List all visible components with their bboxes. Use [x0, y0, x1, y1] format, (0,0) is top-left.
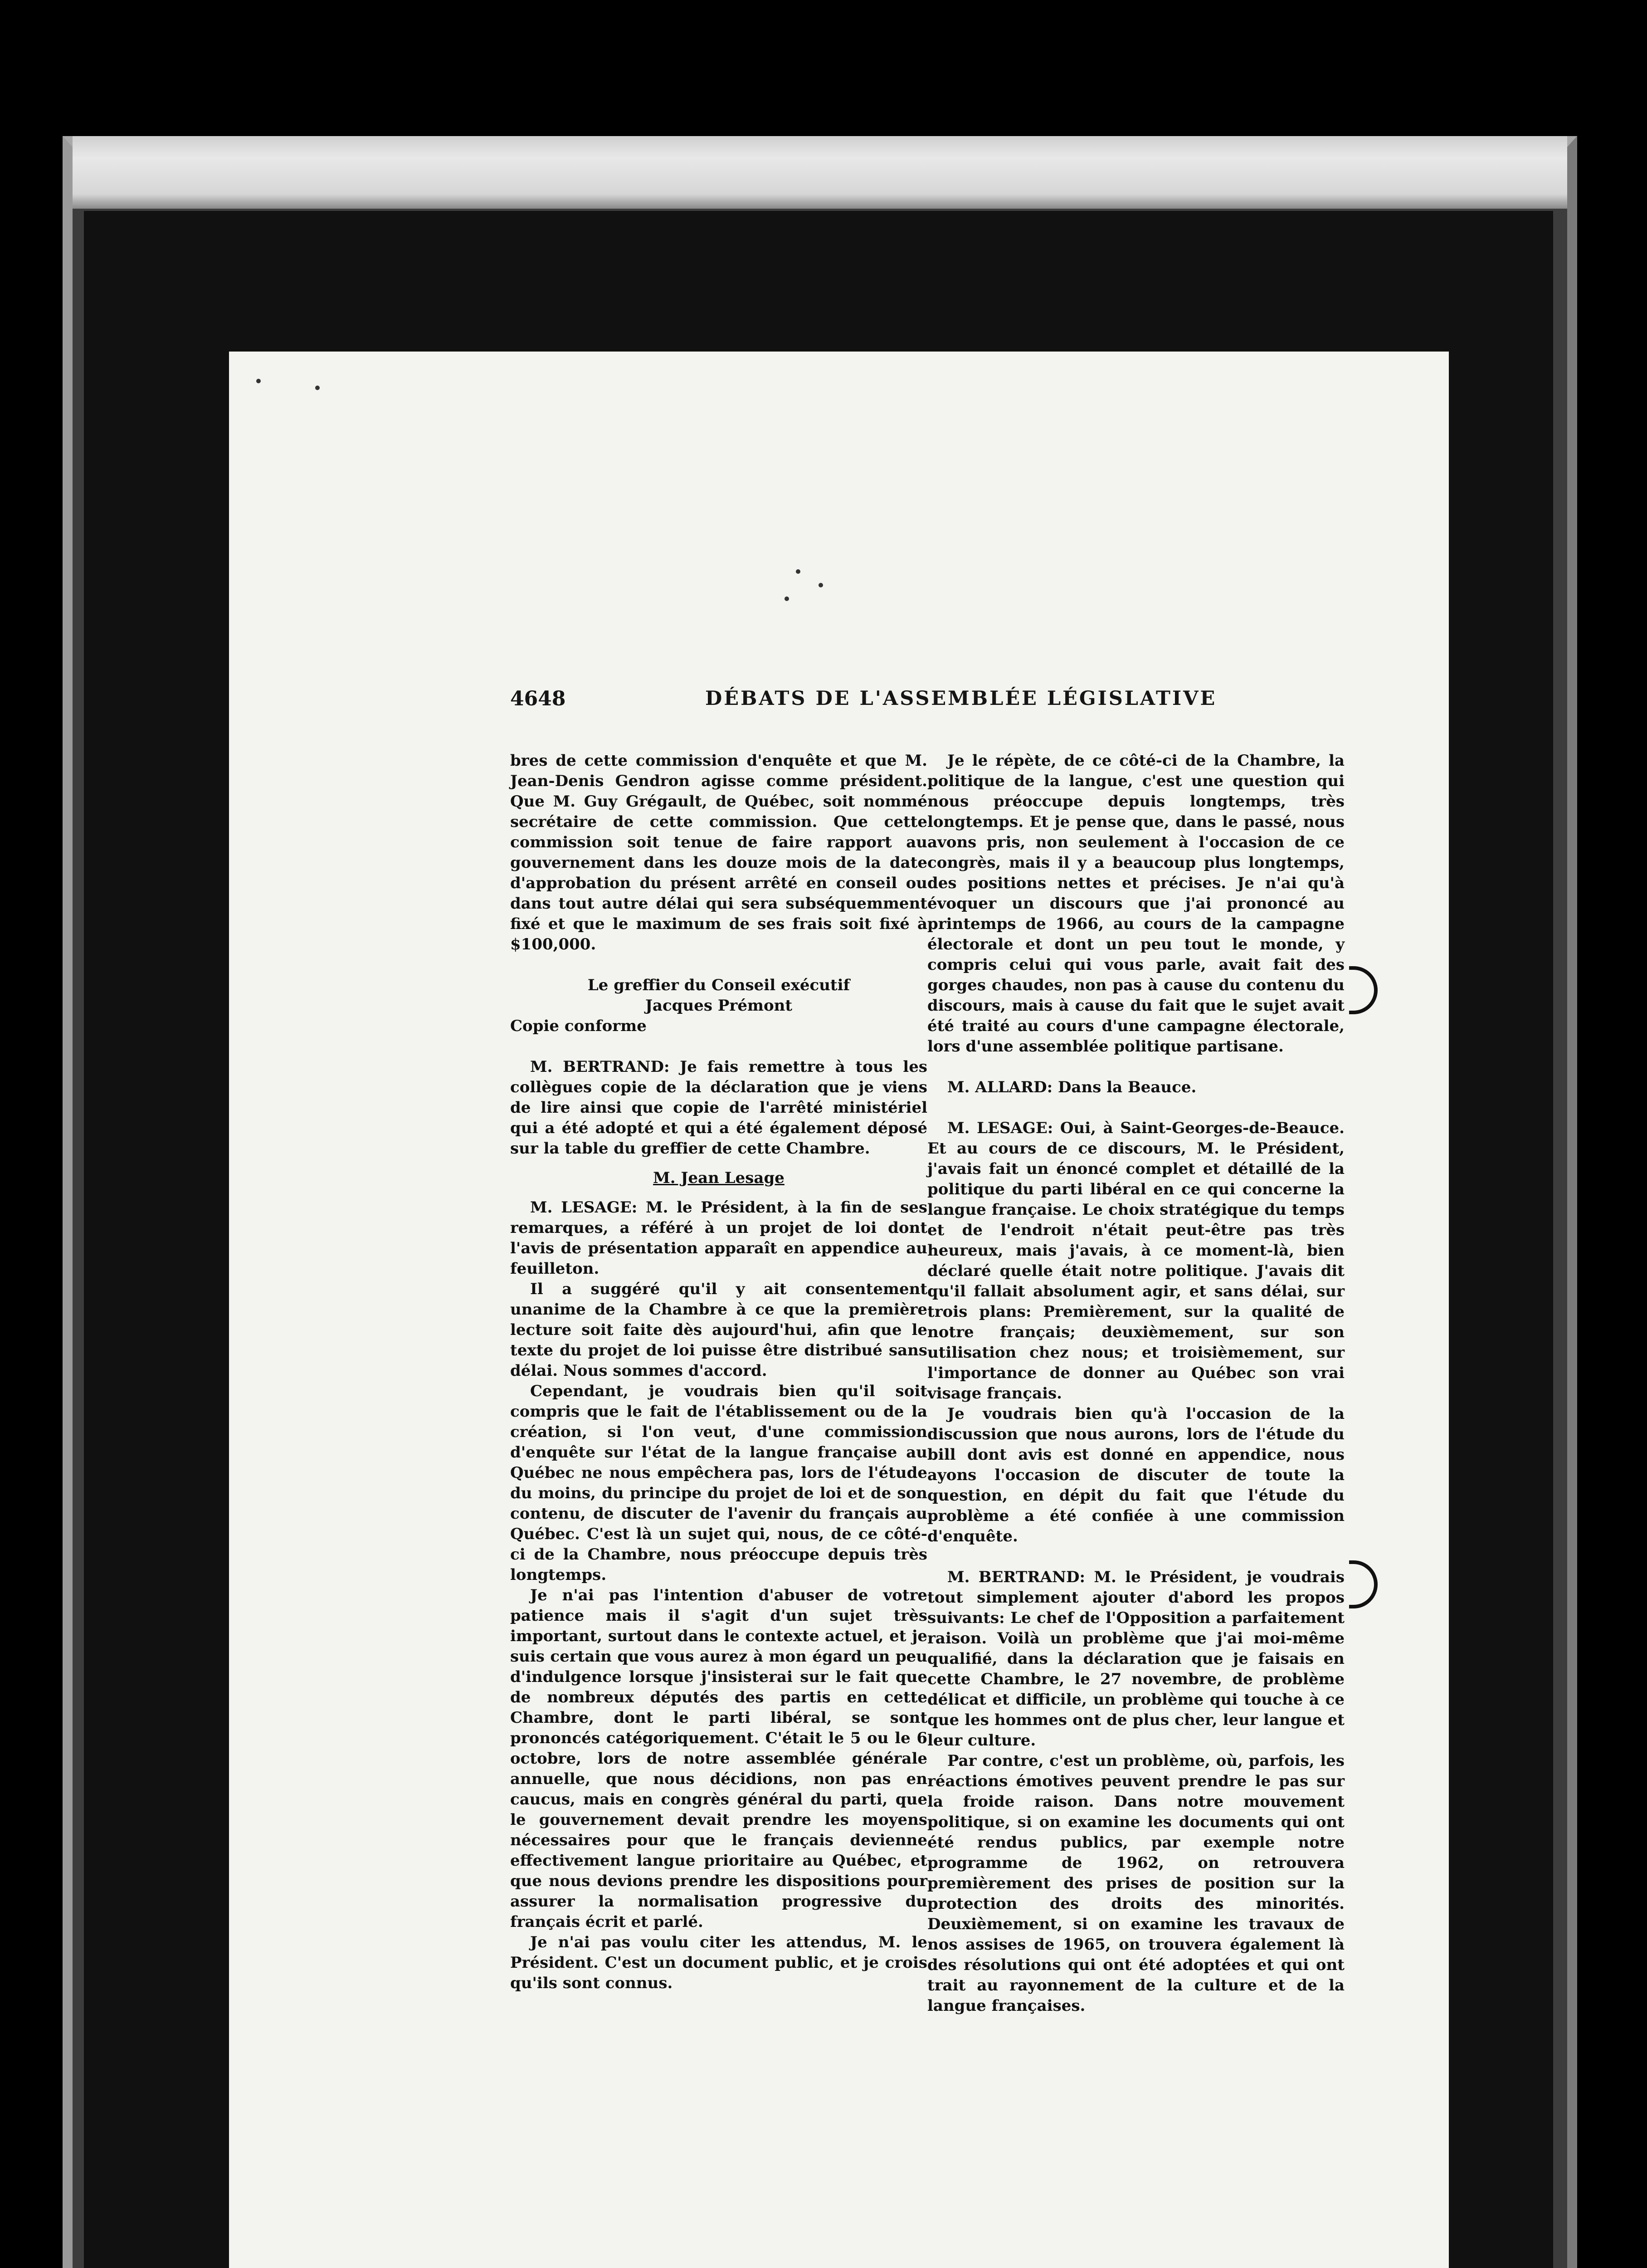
paragraph: Cependant, je voudrais bien qu'il soit compris que le fait de l'établissement ou de la création, si l'on veut, d'une commission d'enquête sur l'état de la langue française au Québec ne nous empêchera pas, lors de l'étude du moins, du principe du projet de loi et de son contenu, de discuter de l'avenir du français au Québec. C'est là un sujet qui, nous, de ce côté-ci de la Chambre, nous préoccupe depuis très longtemps. — [510, 1382, 927, 1584]
paragraph: Je voudrais bien qu'à l'occasion de la discussion que nous aurons, lors de l'étude du bill dont avis est donné en appendice, nous ayons l'occasion de discuter de toute la question, en dépit du fait que l'étude du problème a été confiée à une commission d'enquête. — [927, 1405, 1345, 1545]
page-number: 4648 — [510, 687, 566, 710]
left-column — [510, 751, 927, 1994]
paragraph: Je n'ai pas voulu citer les attendus, M. le Président. C'est un document public, et je crois qu'ils sont connus. — [510, 1933, 927, 1992]
signature-line: Le greffier du Conseil exécutif — [587, 976, 850, 994]
dust-speck — [315, 386, 320, 390]
document-page — [229, 352, 1449, 2268]
paragraph: M. LESAGE: M. le Président, à la fin de ses remarques, a référé à un projet de loi dont l'avis de présentation apparaît en appendice au feuilleton. — [510, 1198, 927, 1278]
dust-speck — [256, 379, 261, 383]
paragraph: Je n'ai pas l'intention d'abuser de votre patience mais il s'agit d'un sujet très important, surtout dans le contexte actuel, et je suis certain que vous aurez à mon égard un peu d'indulgence lorsque j'insisterai sur le fait que de nombreux députés des partis en cette Chambre, dont le parti libéral, se sont prononcés catégoriquement. C'était le 5 ou le 6 octobre, lors de notre assemblée générale annuelle, que nous décidions, non pas en caucus, mais en congrès général du parti, que le gouvernement devait prendre les moyens nécessaires pour que le français devienne effectivement langue prioritaire au Québec, et que nous devions prendre les dispositions pour assurer la normalisation progressive du français écrit et parlé. — [510, 1586, 927, 1931]
paragraph: Je le répète, de ce côté-ci de la Chambre, la politique de la langue, c'est une question qui nous préoccupe depuis longtemps, très longtemps. Et je pense que, dans le passé, nous avons pris, non seulement à l'occasion de ce congrès, mais il y a beaucoup plus longtemps, des positions nettes et précises. Je n'ai qu'à évoquer un discours que j'ai prononcé au printemps de 1966, au cours de la campagne électorale et dont un peu tout le monde, y compris celui qui vous parle, avait fait des gorges chaudes, non pas à cause du contenu du discours, mais à cause du fait que le sujet avait été traité au cours d'une campagne électorale, lors d'une assemblée politique partisane. — [927, 752, 1345, 1056]
paragraph: Par contre, c'est un problème, où, parfois, les réactions émotives peuvent prendre le pas sur la froide raison. Dans notre mouvement politique, si on examine les documents qui ont été rendus publics, par exemple notre programme de 1962, on retrouvera premièrement des prises de position sur la protection des droits des minorités. Deuxièmement, si on examine les travaux de nos assises de 1965, on trouvera également là des résolutions qui ont été adoptées et qui ont trait au rayonnement de la culture et de la langue françaises. — [927, 1752, 1345, 2015]
paragraph: bres de cette commission d'enquête et que M. Jean-Denis Gendron agisse comme président. Que M. Guy Grégault, de Québec, soit nommé secrétaire de cette commission. Que cette commission soit tenue de faire rapport au gouvernement dans les douze mois de la date d'approbation du présent arrêté en conseil ou dans tout autre délai qui sera subséquemment fixé et que le maximum de ses frais soit fixé à $100,000. — [510, 752, 927, 953]
section-heading: M. Jean Lesage — [653, 1169, 785, 1187]
paragraph: M. LESAGE: Oui, à Saint-Georges-de-Beauce. Et au cours de ce discours, M. le Président, j'avais fait un énoncé complet et détaillé de la politique du parti libéral en ce qui concerne la langue française. Le choix stratégique du temps et de l'endroit n'était peut-être pas très heureux, mais j'avais, à ce moment-là, bien déclaré quelle était notre politique. J'avais dit qu'il fallait absolument agir, et sans délai, sur trois plans: Premièrement, sur la qualité de notre français; deuxièmement, sur son utilisation chez nous; et troisièmement, sur l'importance de donner au Québec son vrai visage français. — [927, 1119, 1345, 1403]
right-column — [927, 751, 1345, 2016]
paragraph: M. BERTRAND: Je fais remettre à tous les collègues copie de la déclaration que je viens de lire ainsi que copie de l'arrêté ministériel qui a été adopté et qui a été également déposé sur la table du greffier de cette Chambre. — [510, 1058, 927, 1158]
paragraph: M. BERTRAND: M. le Président, je voudrais tout simplement ajouter d'abord les propos suivants: Le chef de l'Opposition a parfaitement raison. Voilà un problème que j'ai moi-même qualifié, dans la déclaration que je faisais en cette Chambre, le 27 novembre, de problème délicat et difficile, un problème qui touche à ce que les hommes ont de plus cher, leur langue et leur culture. — [927, 1568, 1345, 1750]
dust-speck — [785, 596, 789, 601]
signature-name: Jacques Prémont — [645, 997, 793, 1015]
dust-speck — [796, 569, 800, 574]
dust-speck — [819, 583, 823, 587]
page-header — [229, 687, 1449, 719]
copy-note: Copie conforme — [510, 1017, 647, 1035]
paragraph: M. ALLARD: Dans la Beauce. — [947, 1078, 1197, 1096]
paragraph: Il a suggéré qu'il y ait consentement unanime de la Chambre à ce que la première lecture soit faite dès aujourd'hui, afin que le texte du projet de loi puisse être distribué sans délai. Nous sommes d'accord. — [510, 1280, 927, 1380]
film-edge-strip — [73, 136, 1567, 209]
running-title: DÉBATS DE L'ASSEMBLÉE LÉGISLATIVE — [705, 687, 1217, 710]
